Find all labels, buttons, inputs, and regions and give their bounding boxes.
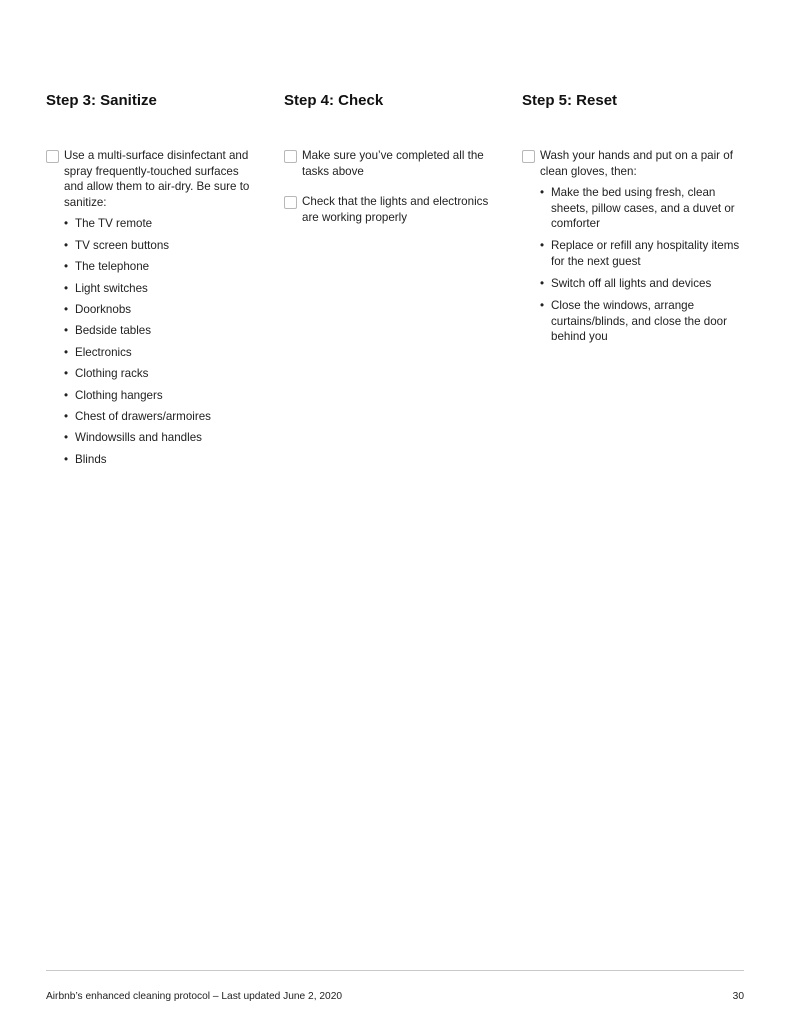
task-text: Use a multi-surface disinfectant and spray frequently-touched surfaces and allow them to air-dry. Be sure to sanitize:	[64, 149, 250, 209]
list-item	[64, 281, 261, 297]
list-item-text: Light switches	[75, 281, 148, 295]
list-item-text: Clothing hangers	[75, 388, 163, 402]
task-text: Make sure you’ve completed all the tasks above	[302, 149, 484, 178]
checklist-item[interactable]	[284, 194, 499, 225]
list-item	[64, 238, 261, 254]
list-item-text: The telephone	[75, 260, 150, 274]
checkbox[interactable]	[46, 150, 59, 163]
reset-list	[540, 185, 747, 345]
step-4-title: Step 4: Check	[284, 92, 384, 109]
bullet-icon: •	[64, 345, 69, 359]
bullet-icon: •	[64, 367, 69, 381]
list-item-text: Blinds	[75, 452, 107, 466]
list-item-text: Replace or refill any hospitality items for the next guest	[551, 239, 740, 268]
list-item	[64, 345, 261, 361]
list-item-text: Close the windows, arrange curtains/blinds, and close the door behind you	[551, 298, 727, 344]
list-item	[64, 366, 261, 382]
list-item	[64, 430, 261, 446]
bullet-icon: •	[64, 281, 69, 295]
list-item-text: Bedside tables	[75, 324, 152, 338]
bullet-icon: •	[64, 452, 69, 466]
list-item	[540, 185, 747, 232]
list-item	[64, 216, 261, 232]
bullet-icon: •	[540, 298, 545, 312]
checklist-item[interactable]	[522, 148, 747, 351]
list-item-text: Chest of drawers/armoires	[75, 409, 211, 423]
checklist-item[interactable]	[284, 148, 499, 179]
list-item	[64, 259, 261, 275]
list-item-text: Electronics	[75, 345, 132, 359]
bullet-icon: •	[540, 239, 545, 253]
step-5-column	[522, 90, 747, 366]
list-item	[64, 388, 261, 404]
checklist-item[interactable]	[46, 148, 261, 473]
bullet-icon: •	[64, 324, 69, 338]
list-item-text: Windowsills and handles	[75, 431, 202, 445]
bullet-icon: •	[64, 431, 69, 445]
list-item-text: Doorknobs	[75, 302, 132, 316]
step-5-title: Step 5: Reset	[522, 92, 618, 109]
bullet-icon: •	[540, 186, 545, 200]
step-4-tasks	[284, 148, 499, 225]
list-item	[540, 276, 747, 292]
bullet-icon: •	[64, 388, 69, 402]
list-item	[64, 302, 261, 318]
page-number: 30	[732, 991, 744, 1002]
list-item-text: TV screen buttons	[75, 238, 170, 252]
bullet-icon: •	[540, 276, 545, 290]
step-5-tasks	[522, 148, 747, 351]
list-item	[64, 452, 261, 468]
task-body	[302, 148, 499, 179]
footer-divider	[46, 970, 744, 971]
checkbox[interactable]	[284, 150, 297, 163]
task-body	[302, 194, 499, 225]
step-3-column	[46, 90, 261, 488]
list-item-text: Make the bed using fresh, clean sheets, pillow cases, and a duvet or comforter	[551, 186, 735, 231]
task-body	[64, 148, 261, 473]
bullet-icon: •	[64, 409, 69, 423]
list-item	[64, 409, 261, 425]
step-3-title: Step 3: Sanitize	[46, 92, 157, 109]
list-item	[64, 323, 261, 339]
task-body	[540, 148, 747, 351]
list-item	[540, 298, 747, 345]
bullet-icon: •	[64, 238, 69, 252]
bullet-icon: •	[64, 217, 69, 231]
list-item-text: The TV remote	[75, 217, 153, 231]
sanitize-list	[64, 216, 261, 467]
list-item	[540, 238, 747, 269]
bullet-icon: •	[64, 260, 69, 274]
list-item-text: Switch off all lights and devices	[551, 276, 712, 290]
checkbox[interactable]	[522, 150, 535, 163]
step-4-column	[284, 90, 499, 240]
step-3-tasks	[46, 148, 261, 473]
checkbox[interactable]	[284, 196, 297, 209]
list-item-text: Clothing racks	[75, 367, 149, 381]
task-text: Check that the lights and electronics are working properly	[302, 195, 489, 224]
footer-text: Airbnb’s enhanced cleaning protocol – Last updated June 2, 2020	[46, 991, 343, 1002]
task-text: Wash your hands and put on a pair of clean gloves, then:	[540, 149, 733, 178]
bullet-icon: •	[64, 302, 69, 316]
